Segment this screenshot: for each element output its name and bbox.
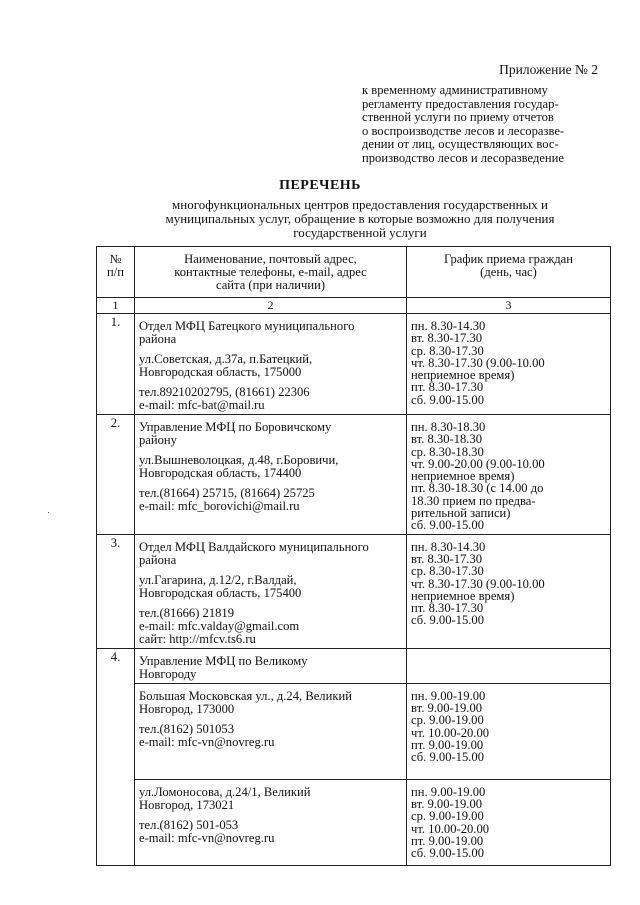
table-row — [97, 314, 611, 415]
header-schedule: График приема граждан (день, час) — [407, 247, 611, 298]
schedule-cell-empty — [407, 648, 611, 683]
header-num: № п/п — [97, 247, 135, 298]
header-name: Наименование, почтовый адрес, контактные телефоны, e-mail, адрес сайта (при наличии) — [135, 247, 407, 298]
center-info: Управление МФЦ по Боровичскому району ул.Вышневолоцкая, д.48, г.Боровичи, Новгородская область, 174400 тел.(81664) 25715, (81664) 25725 e-mail: mfc_borovichi@mail.ru — [135, 415, 407, 535]
subtitle-line: муниципальных услуг, обращение в которые возможно для получения — [165, 211, 555, 226]
center-name: Управление МФЦ по Великому Новгороду — [135, 648, 407, 683]
branch-info: Большая Московская ул., д.24, Великий Новгород, 173000 тел.(8162) 501053 e-mail: mfc-vn@novreg.ru — [135, 683, 407, 779]
branch-row — [97, 683, 611, 779]
document-title: ПЕРЕЧЕНЬ — [279, 178, 361, 193]
table-header-row — [97, 247, 611, 298]
center-info: Отдел МФЦ Валдайского муниципального района ул.Гагарина, д.12/2, г.Валдай, Новгородская область, 175400 тел.(81666) 21819 e-mail: mfc.valday@gmail.com сайт: http://mfcv.ts6.ru — [135, 534, 407, 648]
branch-info: ул.Ломоносова, д.24/1, Великий Новгород, 173021 тел.(8162) 501-053 e-mail: mfc-vn@novreg.ru — [135, 779, 407, 865]
center-info: Отдел МФЦ Батецкого муниципального района ул.Советская, д.37а, п.Батецкий, Новгородская область, 175000 тел.89210202795, (81661) 22306 e-mail: mfc-bat@mail.ru — [135, 314, 407, 415]
table-row — [97, 415, 611, 535]
row-number: 4. — [97, 648, 135, 865]
appendix-title: Приложение № 2 — [499, 62, 598, 77]
schedule-cell: пн. 9.00-19.00 вт. 9.00-19.00 ср. 9.00-19.00 чт. 10.00-20.00 пт. 9.00-19.00 сб. 9.00-15.00 — [407, 779, 611, 865]
row-number: 2. — [97, 415, 135, 535]
appendix-line: о воспроизводстве лесов и лесоразве- — [362, 123, 565, 138]
subtitle-line: многофункциональных центров предоставления государственных и — [172, 197, 548, 212]
appendix-line: регламенту предоставления государ- — [362, 96, 559, 111]
mfc-table — [96, 246, 611, 866]
appendix-text — [362, 84, 602, 166]
table-row — [97, 648, 611, 683]
schedule-cell: пн. 8.30-18.30 вт. 8.30-18.30 ср. 8.30-18.30 чт. 9.00-20.00 (9.00-10.00 неприемное время) пт. 8.30-18.30 (с 14.00 до 18.30 прием по предва- рительной записи) сб. 9.00-15.00 — [407, 415, 611, 535]
document-subtitle — [120, 198, 600, 240]
column-number-row — [97, 298, 611, 314]
col-number: 2 — [135, 298, 407, 314]
schedule-cell: пн. 8.30-14.30 вт. 8.30-17.30 ср. 8.30-17.30 чт. 8.30-17.30 (9.00-10.00 неприемное время) пт. 8.30-17.30 сб. 9.00-15.00 — [407, 314, 611, 415]
col-number: 1 — [97, 298, 135, 314]
table-row — [97, 534, 611, 648]
appendix-line: производство лесов и лесоразведение — [362, 150, 565, 165]
row-number: 3. — [97, 534, 135, 648]
schedule-cell: пн. 8.30-14.30 вт. 8.30-17.30 ср. 8.30-17.30 чт. 8.30-17.30 (9.00-10.00 неприемное время) пт. 8.30-17.30 сб. 9.00-15.00 — [407, 534, 611, 648]
subtitle-line: государственной услуги — [293, 225, 427, 240]
appendix-line: дении от лиц, осуществляющих вос- — [362, 137, 559, 152]
appendix-line: ственной услуги по приему отчетов — [362, 110, 554, 125]
scan-speck — [48, 512, 49, 513]
appendix-block — [362, 62, 602, 166]
appendix-line: к временному административному — [362, 83, 548, 97]
branch-row — [97, 779, 611, 865]
row-number: 1. — [97, 314, 135, 415]
schedule-cell: пн. 9.00-19.00 вт. 9.00-19.00 ср. 9.00-19.00 чт. 10.00-20.00 пт. 9.00-19.00 сб. 9.00-15.00 — [407, 683, 611, 779]
col-number: 3 — [407, 298, 611, 314]
